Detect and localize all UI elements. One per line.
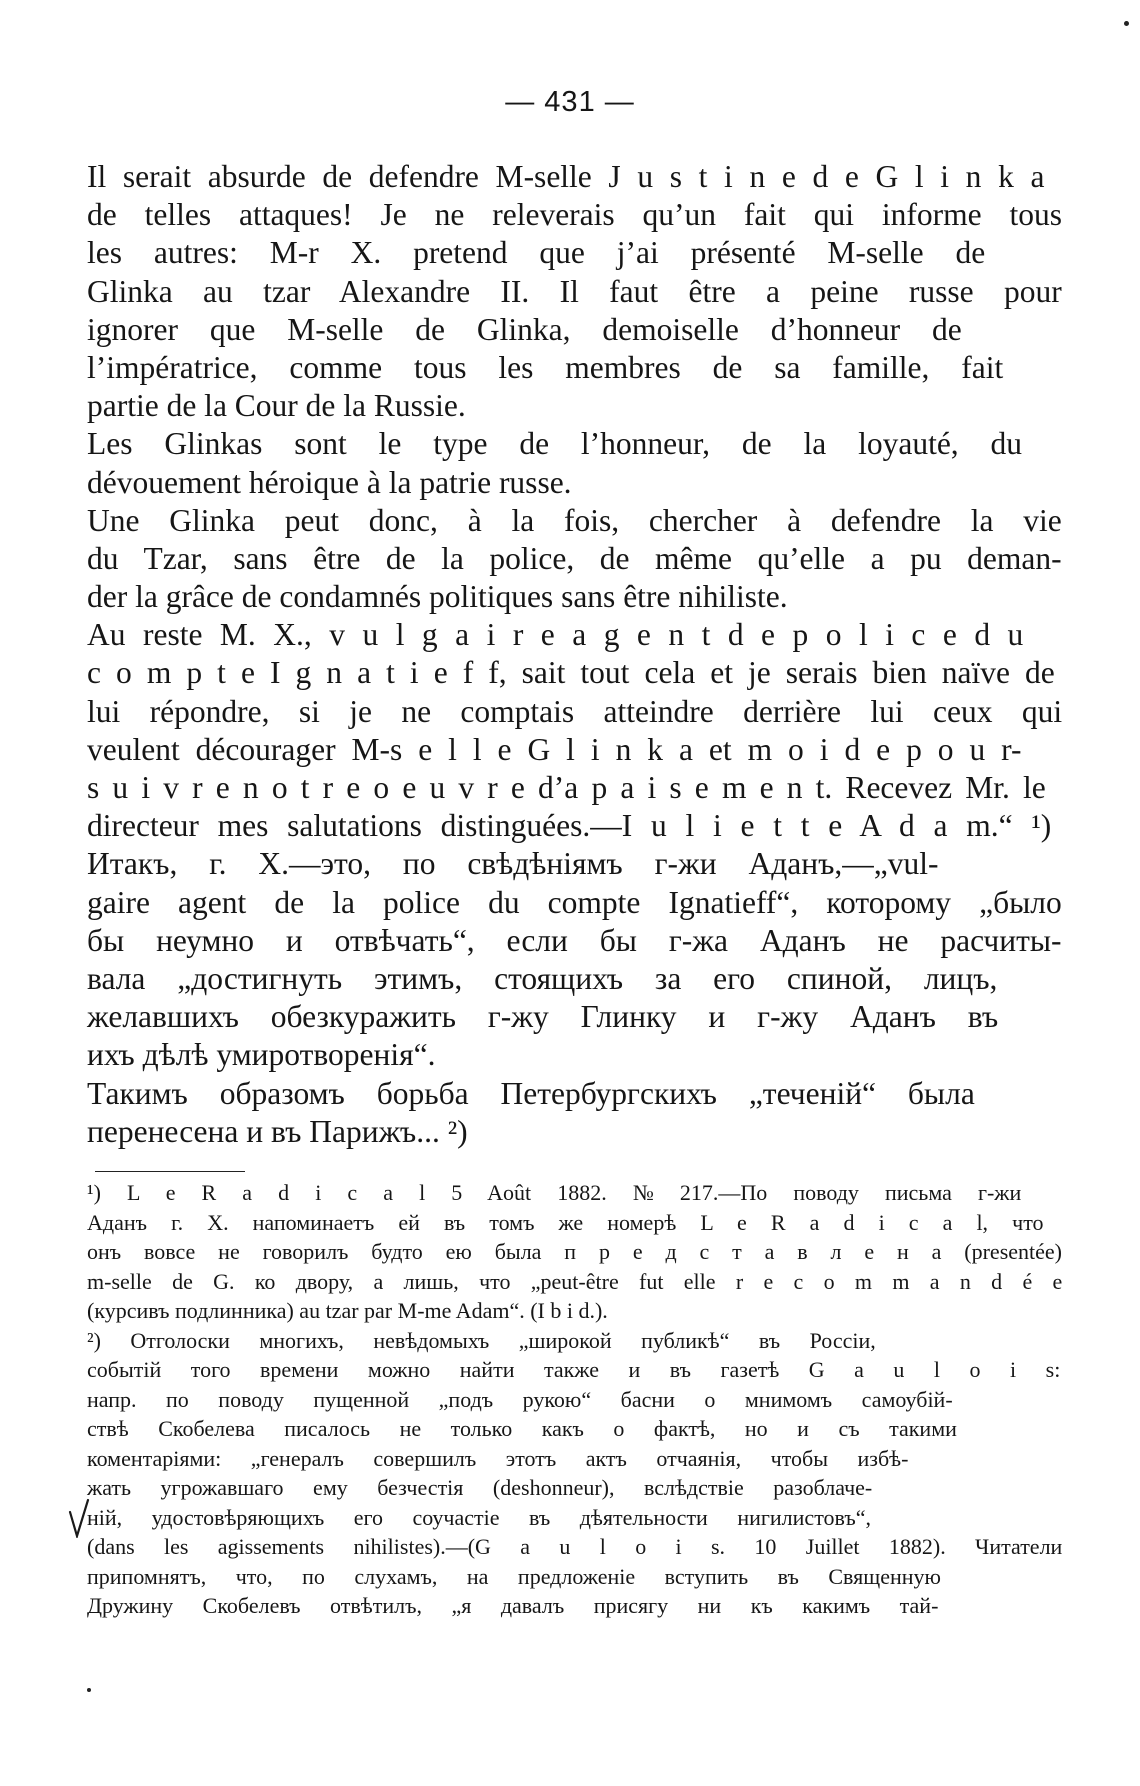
text-line: de telles attaques! Je ne releverais qu’un fait qui informe tous	[87, 197, 1062, 233]
page-number: — 431 —	[505, 86, 635, 118]
footnote-separator	[95, 1171, 245, 1172]
text-line: Glinka au tzar Alexandre II. Il faut être a peine russe pour	[87, 273, 1062, 309]
footnotes	[87, 1178, 1067, 1621]
text-line: lui répondre, si je ne comptais atteindre derrière lui ceux qui	[87, 693, 1063, 729]
footnote-line: напр. по поводу пущенной „подъ рукою“ басни о мнимомъ самоубій-	[87, 1386, 953, 1412]
text-line: les autres: M-r X. pretend que j’ai présenté M-selle de	[87, 235, 986, 271]
text-line: gaire agent de la police du compte Ignatieff“, которому „было	[87, 884, 1062, 920]
footnote-line: (курсивъ подлинника) au tzar par M-me Adam“. (I b i d.).	[87, 1298, 608, 1323]
footnote-line: событій того времени можно найти также и въ газетѣ G a u l o i s:	[87, 1357, 1061, 1382]
text-line: Il serait absurde de defendre M-selle J u s t i n e d e G l i n k a	[87, 159, 1045, 194]
text-line: ихъ дѣлѣ умиротворенія“.	[87, 1037, 436, 1073]
footnote-line: ствѣ Скобелева писалось не только какъ о фактѣ, но и съ такими	[87, 1416, 957, 1441]
text-line: c o m p t e I g n a t i e f f, sait tout cela et je serais bien naïve de	[87, 655, 1055, 691]
text-line: du Tzar, sans être de la police, de même qu’elle a pu deman-	[87, 540, 1062, 576]
text-line: s u i v r e n o t r e o e u v r e d’a p a i s e m e n t. Recevez Mr. le	[87, 770, 1046, 805]
page-speck	[87, 1688, 91, 1692]
margin-check-mark-icon	[68, 1498, 90, 1538]
footnote-line: ¹) L e R a d i c a l 5 Août 1882. № 217.—По поводу письма г-жи	[87, 1180, 1022, 1205]
text-line: перенесена и въ Парижъ... ²)	[87, 1113, 468, 1149]
footnote-line: припомнятъ, что, по слухамъ, на предложеніе вступить въ Священную	[87, 1563, 941, 1589]
footnote-line: m-selle de G. ко двору, а лишь, что „peut-être fut elle r e c o m m a n d é e	[87, 1268, 1063, 1294]
main-text	[87, 158, 1067, 1151]
text-line: veulent décourager M-s e l l e G l i n k a et m o i d e p o u r-	[87, 731, 1022, 767]
footnote-line: Аданъ г. X. напоминаетъ ей въ томъ же номерѣ L e R a d i c a l, что	[87, 1209, 1044, 1235]
footnote-line: (dans les agissements nihilistes).—(G a u l o i s. 10 Juillet 1882). Читатели	[87, 1534, 1063, 1559]
text-line: directeur mes salutations distinguées.—I u l i e t t e A d a m.“ ¹)	[87, 808, 1052, 844]
text-line: Les Glinkas sont le type de l’honneur, de la loyauté, du	[87, 426, 1023, 462]
footnote-line: ²) Отголоски многихъ, невѣдомыхъ „широкой публикѣ“ въ Россіи,	[87, 1327, 876, 1353]
text-line: бы неумно и отвѣчать“, если бы г-жа Аданъ не расчиты-	[87, 922, 1062, 958]
text-line: Une Glinka peut donc, à la fois, chercher à defendre la vie	[87, 502, 1062, 538]
text-line: Au reste M. X., v u l g a i r e a g e n t d e p o l i c e d u	[87, 617, 1024, 653]
footnote-line: ній, удостовѣряющихъ его соучастіе въ дѣятельности нигилистовъ“,	[87, 1504, 871, 1530]
text-line: ignorer que M-selle de Glinka, demoiselle d’honneur de	[87, 311, 962, 347]
text-line: der la grâce de condamnés politiques sans être nihiliste.	[87, 579, 788, 615]
text-line: dévouement héroique à la patrie russe.	[87, 464, 572, 500]
footnote-line: Дружину Скобелевъ отвѣтилъ, „я давалъ присягу ни къ какимъ тай-	[87, 1593, 939, 1618]
text-line: partie de la Cour de la Russie.	[87, 388, 466, 424]
text-line: l’impératrice, comme tous les membres de sa famille, fait	[87, 349, 1004, 385]
text-line: Такимъ образомъ борьба Петербургскихъ „теченій“ была	[87, 1075, 975, 1111]
footnote-line: жать угрожавшаго ему безчестія (deshonneur), вслѣдствіе разоблаче-	[87, 1475, 873, 1500]
footnote-line: коментаріями: „генералъ совершилъ этотъ актъ отчаянія, чтобы избѣ-	[87, 1445, 909, 1471]
text-line: желавшихъ обезкуражить г-жу Глинку и г-жу Аданъ въ	[87, 999, 999, 1035]
text-line: Итакъ, г. X.—это, по свѣдѣніямъ г-жи Аданъ,—„vul-	[87, 846, 939, 882]
text-line: вала „достигнуть этимъ, стоящихъ за его спиной, лицъ,	[87, 960, 998, 996]
footnote-line: онъ вовсе не говорилъ будто ею была п р е д с т а в л е н а (presentée)	[87, 1239, 1062, 1264]
page-speck	[1124, 21, 1129, 26]
